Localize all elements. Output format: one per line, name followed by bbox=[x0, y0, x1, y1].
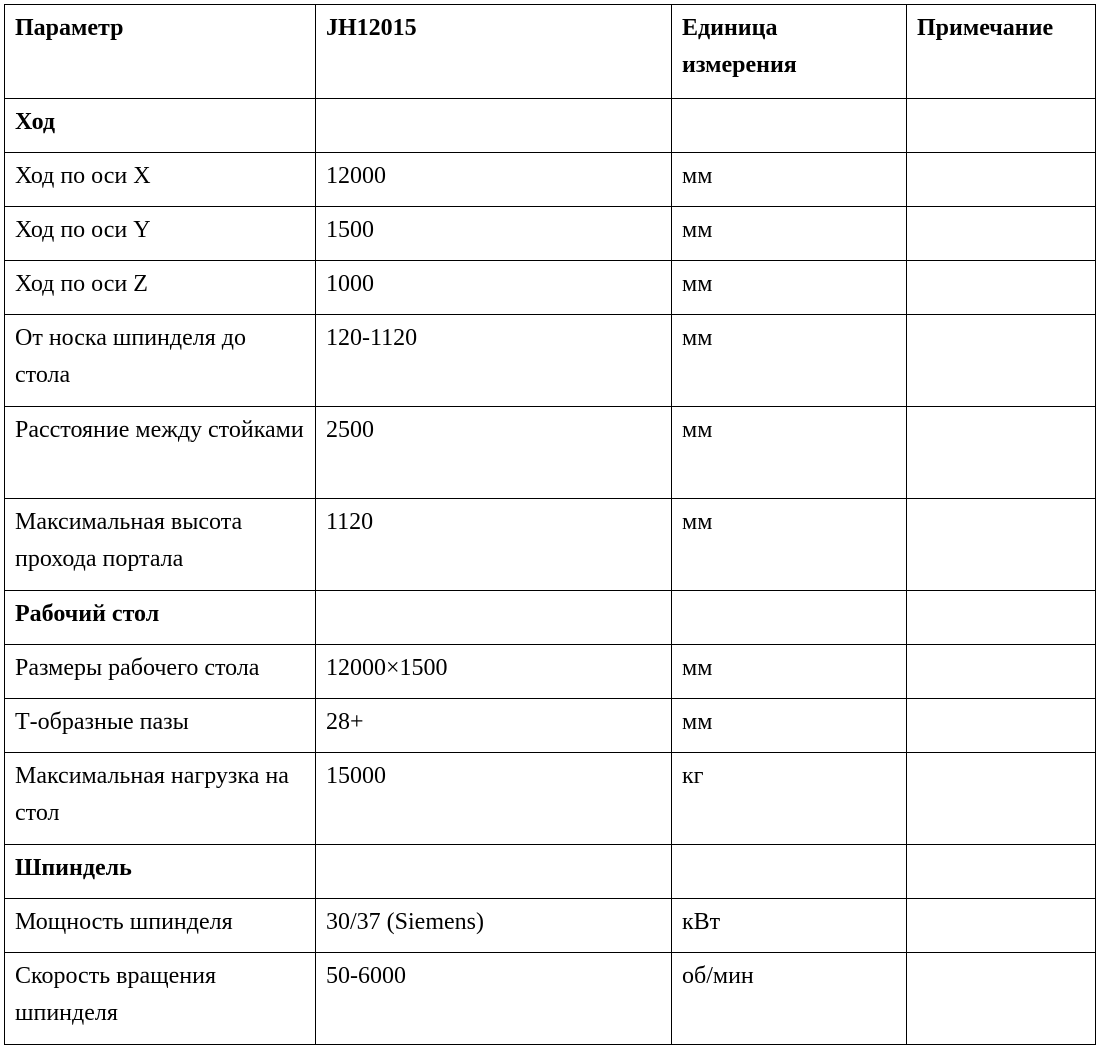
cell-value: 1000 bbox=[316, 261, 672, 315]
cell-unit: об/мин bbox=[672, 953, 907, 1045]
cell-value bbox=[316, 99, 672, 153]
cell-note bbox=[907, 315, 1096, 407]
section-row-worktable bbox=[5, 591, 1096, 645]
cell-note bbox=[907, 153, 1096, 207]
cell-unit: мм bbox=[672, 407, 907, 499]
spec-table bbox=[4, 4, 1096, 1045]
section-row-spindle bbox=[5, 845, 1096, 899]
cell-value: 2500 bbox=[316, 407, 672, 499]
cell-param: Расстояние между стойками bbox=[5, 407, 316, 499]
cell-unit: мм bbox=[672, 315, 907, 407]
header-note: Примечание bbox=[907, 5, 1096, 99]
cell-param: Максимальная высота прохода портала bbox=[5, 499, 316, 591]
cell-value bbox=[316, 845, 672, 899]
cell-note bbox=[907, 99, 1096, 153]
cell-value: 15000 bbox=[316, 753, 672, 845]
cell-note bbox=[907, 899, 1096, 953]
cell-unit: мм bbox=[672, 153, 907, 207]
table-row bbox=[5, 153, 1096, 207]
cell-note bbox=[907, 645, 1096, 699]
table-row bbox=[5, 261, 1096, 315]
cell-note bbox=[907, 407, 1096, 499]
cell-param: Мощность шпинделя bbox=[5, 899, 316, 953]
cell-value: 12000×1500 bbox=[316, 645, 672, 699]
cell-note bbox=[907, 499, 1096, 591]
cell-value: 1500 bbox=[316, 207, 672, 261]
cell-unit: мм bbox=[672, 207, 907, 261]
cell-note bbox=[907, 753, 1096, 845]
table-row bbox=[5, 407, 1096, 499]
section-title: Рабочий стол bbox=[5, 591, 316, 645]
table-row bbox=[5, 645, 1096, 699]
cell-value: 30/37 (Siemens) bbox=[316, 899, 672, 953]
cell-param: Максимальная нагрузка на стол bbox=[5, 753, 316, 845]
cell-note bbox=[907, 699, 1096, 753]
cell-value: 50-6000 bbox=[316, 953, 672, 1045]
cell-unit: мм bbox=[672, 699, 907, 753]
table-row bbox=[5, 953, 1096, 1045]
section-title: Ход bbox=[5, 99, 316, 153]
cell-unit: кВт bbox=[672, 899, 907, 953]
cell-unit bbox=[672, 845, 907, 899]
header-model: JH12015 bbox=[316, 5, 672, 99]
cell-note bbox=[907, 953, 1096, 1045]
cell-param: Т-образные пазы bbox=[5, 699, 316, 753]
cell-value bbox=[316, 591, 672, 645]
table-row bbox=[5, 315, 1096, 407]
table-row bbox=[5, 899, 1096, 953]
table-row bbox=[5, 699, 1096, 753]
cell-value: 120-1120 bbox=[316, 315, 672, 407]
cell-note bbox=[907, 261, 1096, 315]
cell-note bbox=[907, 591, 1096, 645]
cell-note bbox=[907, 845, 1096, 899]
table-row bbox=[5, 499, 1096, 591]
cell-param: Ход по оси Y bbox=[5, 207, 316, 261]
cell-unit: кг bbox=[672, 753, 907, 845]
cell-value: 1120 bbox=[316, 499, 672, 591]
cell-unit: мм bbox=[672, 645, 907, 699]
cell-value: 12000 bbox=[316, 153, 672, 207]
section-title: Шпиндель bbox=[5, 845, 316, 899]
table-row bbox=[5, 207, 1096, 261]
cell-param: Скорость вращения шпинделя bbox=[5, 953, 316, 1045]
cell-param: Ход по оси X bbox=[5, 153, 316, 207]
cell-unit bbox=[672, 99, 907, 153]
header-param: Параметр bbox=[5, 5, 316, 99]
cell-unit bbox=[672, 591, 907, 645]
table-row bbox=[5, 753, 1096, 845]
header-unit: Единица измерения bbox=[672, 5, 907, 99]
cell-param: Ход по оси Z bbox=[5, 261, 316, 315]
cell-unit: мм bbox=[672, 499, 907, 591]
cell-note bbox=[907, 207, 1096, 261]
header-row bbox=[5, 5, 1096, 99]
section-row-travel bbox=[5, 99, 1096, 153]
cell-param: Размеры рабочего стола bbox=[5, 645, 316, 699]
cell-unit: мм bbox=[672, 261, 907, 315]
cell-value: 28+ bbox=[316, 699, 672, 753]
cell-param: От носка шпинделя до стола bbox=[5, 315, 316, 407]
